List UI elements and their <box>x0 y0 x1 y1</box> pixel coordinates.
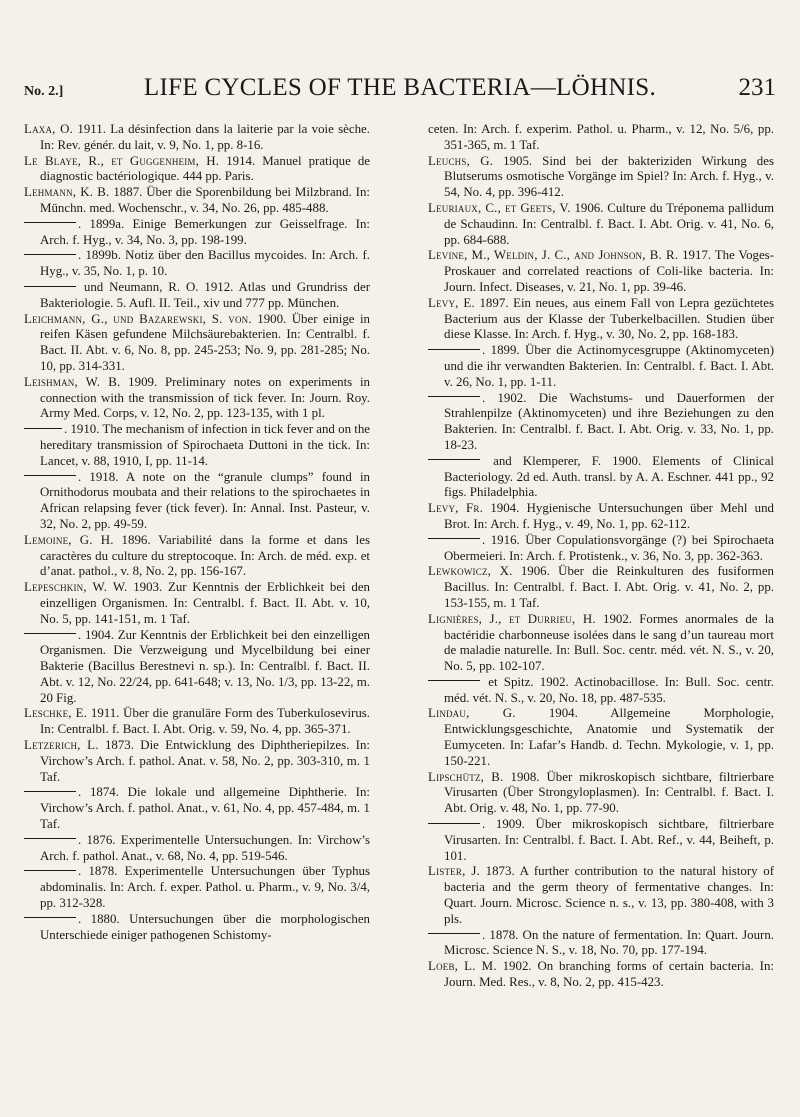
reference-author: Leishman, W. B. <box>24 374 121 389</box>
reference-text: 1911. La désinfection dans la laiterie par la voie sèche. In: Rev. génér. du lait, v. 9, No. 1, pp. 8-16. <box>40 122 370 152</box>
reference-text: et Spitz. 1902. Actinobacillose. In: Bull. Soc. centr. méd. vét. N. S., v. 20, No. 18, pp. 487-535. <box>444 674 774 705</box>
reference-text: 1896. Variabilité dans la forme et dans les caractères du culture du streptocoque. In: Arch. de méd. exp. et d’anat. pathol., v. 8, No. 2, pp. 156-167. <box>40 532 371 579</box>
reference-entry <box>428 391 774 454</box>
reference-author: Lepeschkin, W. W. <box>24 580 128 595</box>
journal-issue: No. 2.] <box>24 84 64 99</box>
reference-entry <box>428 533 774 565</box>
reference-entry <box>24 706 370 738</box>
repeat-author-dash <box>24 222 76 223</box>
reference-entry <box>428 770 774 817</box>
reference-author: Leuchs, G. <box>428 153 494 168</box>
reference-entry <box>24 375 370 422</box>
reference-text: 1902. On branching forms of certain bacteria. In: Journ. Med. Res., v. 8, No. 2, pp. 415-423. <box>444 959 774 990</box>
reference-author: Levy, Fr. <box>428 501 484 516</box>
reference-entry <box>24 122 370 154</box>
reference-author: Letzerich, L. <box>24 738 99 753</box>
reference-entry <box>24 470 370 533</box>
page-header <box>24 74 776 108</box>
page-number: 231 <box>738 74 776 101</box>
reference-text: . 1899b. Notiz über den Bacillus mycoides. In: Arch. f. Hyg., v. 35, No. 1, p. 10. <box>40 248 370 279</box>
reference-entry <box>428 201 774 248</box>
reference-text: . 1874. Die lokale und allgemeine Diphtherie. In: Virchow’s Arch. f. pathol. Anat., v. 61, No. 4, pp. 457-484, m. 1 Taf. <box>40 785 370 832</box>
reference-text: 1911. Über die granuläre Form des Tuberkulosevirus. In: Centralbl. f. Bact. I. Abt. Orig. v. 59, No. 4, pp. 365-371. <box>40 706 370 737</box>
repeat-author-dash <box>428 349 480 350</box>
repeat-author-dash <box>428 538 480 539</box>
reference-author: Leichmann, G., und Bazarewski, S. von. <box>24 311 252 326</box>
reference-author: Lehmann, K. B. <box>24 185 110 200</box>
repeat-author-dash <box>24 870 76 871</box>
reference-entry <box>24 185 370 217</box>
reference-entry <box>24 280 370 312</box>
reference-author: Lister, J. <box>428 864 480 879</box>
repeat-author-dash <box>428 680 480 681</box>
reference-entry <box>24 580 370 627</box>
repeat-author-dash <box>428 459 480 460</box>
reference-entry <box>428 928 774 960</box>
reference-text: 1917. The Voges-Proskauer and correlated reactions of Coli-like bacteria. In: Journ. Infect. Diseases, v. 21, No. 1, pp. 39-46. <box>444 248 774 294</box>
reference-text: und Neumann, R. O. 1912. Atlas und Grundriss der Bakteriologie. 5. Aufl. II. Teil., xiv und 777 pp. München. <box>40 279 370 310</box>
reference-text: . 1880. Untersuchungen über die morphologischen Unterschiede einiger pathogenen Schistomy- <box>40 911 370 942</box>
reference-text: 1900. Über einige in reifen Käsen gefundene Milchsäurebakterien. In: Centralbl. f. Bact. II. Abt. v. 6, No. 8, pp. 245-253; No. 9, pp. 281-285; No. 10, pp. 314-331. <box>40 311 370 373</box>
reference-entry <box>24 533 370 580</box>
reference-entry <box>428 122 774 154</box>
reference-entry <box>428 817 774 864</box>
reference-author: Lemoine, G. H. <box>24 532 114 547</box>
reference-entry <box>24 312 370 375</box>
reference-text: . 1904. Zur Kenntnis der Erblichkeit bei den einzelligen Organismen. Die Verzweigung und Mycelbildung bei einer Bakterie (Bacillus Berestnevi n. sp.). In: Centralbl. f. Bact. II. Abt. v. 12, No. 22/24, pp. 641-648; v. 13, No. 1/3, pp. 13-22, m. 20 Fig. <box>40 627 370 705</box>
reference-text: 1887. Über die Sporenbildung bei Milzbrand. In: Münchn. med. Wochenschr., v. 34, No. 26, pp. 485-488. <box>40 185 370 215</box>
reference-author: Lewkowicz, X. <box>428 564 513 579</box>
reference-text: 1908. Über mikroskopisch sichtbare, filtrierbare Virusarten (Über Strongyloplasmen). In: Centralbl. f. Bact. I. Abt. Orig. v. 48, No. 1, pp. 77-90. <box>444 769 774 816</box>
reference-author: Lipschütz, B. <box>428 769 504 784</box>
reference-text: . 1899. Über die Actinomycesgruppe (Aktinomyceten) und die ihr verwandten Bakterien. In: Centralbl. f. Bact. I. Abt. v. 26, No. 1, pp. 1-11. <box>444 343 774 389</box>
reference-text: . 1916. Über Copulationsvorgänge (?) bei Spirochaeta Obermeieri. In: Arch. f. Protistenk., v. 36, No. 3, pp. 362-363. <box>444 532 774 563</box>
reference-text: 1914. Manuel pratique de diagnostic bactériologique. 444 pp. Paris. <box>40 153 370 184</box>
right-column <box>428 122 774 991</box>
left-column <box>24 122 370 943</box>
reference-text: 1904. Hygienische Untersuchungen über Mehl und Brot. In: Arch. f. Hyg., v. 49, No. 1, pp. 62-112. <box>444 501 774 531</box>
reference-entry <box>428 248 774 295</box>
reference-text: . 1918. A note on the “granule clumps” found in Ornithodorus moubata and their relations to the spirochaetes in African relapsing fever (tick fever). In: Annal. Inst. Pasteur, v. 32, No. 2, pp. 49-59. <box>40 469 370 531</box>
reference-text: 1906. Über die Reinkulturen des fusiformen Bacillus. In: Centralbl. f. Bact. I. Abt. Orig. v. 41, No. 2, pp. 153-155, m. 1 Taf. <box>444 564 774 610</box>
reference-entry <box>24 864 370 911</box>
repeat-author-dash <box>24 286 76 287</box>
reference-author: Lindau, G. <box>428 706 516 721</box>
reference-entry <box>24 422 370 469</box>
reference-text: 1873. Die Entwicklung des Diphtheriepilzes. In: Virchow’s Arch. f. pathol. Anat. v. 58, No. 2, pp. 303-310, m. 1 Taf. <box>40 738 371 784</box>
repeat-author-dash <box>428 933 480 934</box>
reference-text: . 1902. Die Wachstums- und Dauerformen der Strahlenpilze (Aktinomyceten) und ihre Beziehungen zu den Bakterien. In: Centralbl. f. Bact. I. Abt. Orig. v. 33, No. 1, pp. 18-23. <box>444 390 774 452</box>
reference-entry <box>24 248 370 280</box>
running-title: LIFE CYCLES OF THE BACTERIA—LÖHNIS. <box>143 74 657 101</box>
repeat-author-dash <box>428 823 480 824</box>
reference-entry <box>428 612 774 675</box>
repeat-author-dash <box>24 428 62 429</box>
reference-author: Leuriaux, C., et Geets, V. <box>428 200 571 215</box>
reference-text: 1906. Culture du Tréponema pallidum de Schaudinn. In: Centralbl. f. Bact. I. Abt. Orig. v. 41, No. 6, pp. 684-688. <box>444 200 774 247</box>
reference-entry <box>428 706 774 769</box>
reference-entry <box>428 454 774 501</box>
reference-entry <box>428 564 774 611</box>
reference-text: . 1909. Über mikroskopisch sichtbare, filtrierbare Virusarten. In: Centralbl. f. Bact. I. Abt. Ref., v. 44, Beiheft, p. 101. <box>444 817 774 863</box>
repeat-author-dash <box>24 917 76 918</box>
reference-author: Lignières, J., et Durrieu, H. <box>428 611 596 626</box>
reference-author: Levine, M., Weldin, J. C., and Johnson, B. R. <box>428 248 679 263</box>
reference-entry <box>428 675 774 707</box>
reference-text: 1903. Zur Kenntnis der Erblichkeit bei den einzelligen Organismen. In: Centralbl. f. Bact. II. Abt. v. 10, No. 5, pp. 141-151, m. 1 Taf. <box>40 580 370 626</box>
reference-text: ceten. In: Arch. f. experim. Pathol. u. Pharm., v. 12, No. 5/6, pp. 351-365, m. 1 Taf. <box>428 122 774 152</box>
reference-text: 1905. Sind bei der bakteriziden Wirkung des Blutserums osmotische Vorgänge im Spiel? In: Arch. f. Hyg., v. 54, No. 4, pp. 396-412. <box>444 153 774 200</box>
reference-text: . 1876. Experimentelle Untersuchungen. In: Virchow’s Arch. f. pathol. Anat., v. 68, No. 4, pp. 519-546. <box>40 832 370 863</box>
reference-author: Loeb, L. M. <box>428 959 497 974</box>
reference-text: . 1878. On the nature of fermentation. In: Quart. Journ. Microsc. Science N. S., v. 18, No. 70, pp. 177-194. <box>444 927 774 958</box>
repeat-author-dash <box>24 254 76 255</box>
reference-entry <box>428 296 774 343</box>
reference-text: . 1878. Experimentelle Untersuchungen über Typhus abdominalis. In: Arch. f. exper. Pathol. u. Pharm., v. 9, No. 3/4, pp. 312-328. <box>40 864 370 911</box>
reference-author: Laxa, O. <box>24 122 74 136</box>
repeat-author-dash <box>24 633 76 634</box>
reference-entry <box>428 959 774 991</box>
reference-entry <box>428 864 774 927</box>
reference-author: Le Blaye, R., et Guggenheim, H. <box>24 153 220 168</box>
reference-text: 1897. Ein neues, aus einem Fall von Lepra gezüchtetes Bacterium aus der Klasse der Tuberkelbacillen. Studien über diese Klasse. In: Arch. f. Hyg., v. 30, No. 2, pp. 168-183. <box>444 295 774 342</box>
reference-author: Levy, E. <box>428 295 475 310</box>
repeat-author-dash <box>24 475 76 476</box>
reference-text: 1873. A further contribution to the natural history of bacteria and the germ theory of fermentative changes. In: Quart. Journ. Microsc. Science n. s., v. 13, pp. 380-408, with 3 pls. <box>444 864 774 926</box>
reference-entry <box>428 154 774 201</box>
reference-entry <box>24 154 370 186</box>
repeat-author-dash <box>24 838 76 839</box>
reference-entry <box>24 785 370 832</box>
reference-text: 1909. Preliminary notes on experiments in connection with the transmission of tick fever. In: Journ. Roy. Army Med. Corps, v. 12, No. 2, pp. 123-135, with 1 pl. <box>40 374 370 421</box>
reference-text: 1902. Formes anormales de la bactéridie charbonneuse isolées dans le sang d’un taureau mort de maladie naturelle. In: Bull. Soc. centr. méd. vét. N. S., v. 20, No. 5, pp. 102-107. <box>444 611 775 674</box>
reference-entry <box>24 912 370 944</box>
reference-entry <box>24 738 370 785</box>
reference-text: . 1910. The mechanism of infection in tick fever and on the hereditary transmission of Spirochaeta Duttoni in the tick. In: Lancet, v. 88, 1910, I, pp. 11-14. <box>40 422 370 468</box>
repeat-author-dash <box>24 791 76 792</box>
reference-entry <box>428 501 774 533</box>
reference-text: . 1899a. Einige Bemerkungen zur Geisselfrage. In: Arch. f. Hyg., v. 34, No. 3, pp. 198-199. <box>40 216 370 247</box>
reference-entry <box>24 217 370 249</box>
reference-text: and Klemperer, F. 1900. Elements of Clinical Bacteriology. 2d ed. Auth. transl. by A. A. Eschner. 441 pp., 92 figs. Philadelphia. <box>444 453 774 500</box>
reference-entry <box>428 343 774 390</box>
reference-entry <box>24 833 370 865</box>
reference-author: Leschke, E. <box>24 706 88 721</box>
repeat-author-dash <box>428 396 480 397</box>
reference-text: 1904. Allgemeine Morphologie, Entwicklungsgeschichte, Anatomie und Systematik der Eumyceten. In: Lafar’s Handb. d. Techn. Mykologie, v. 1, pp. 150-221. <box>444 706 774 768</box>
reference-entry <box>24 628 370 707</box>
